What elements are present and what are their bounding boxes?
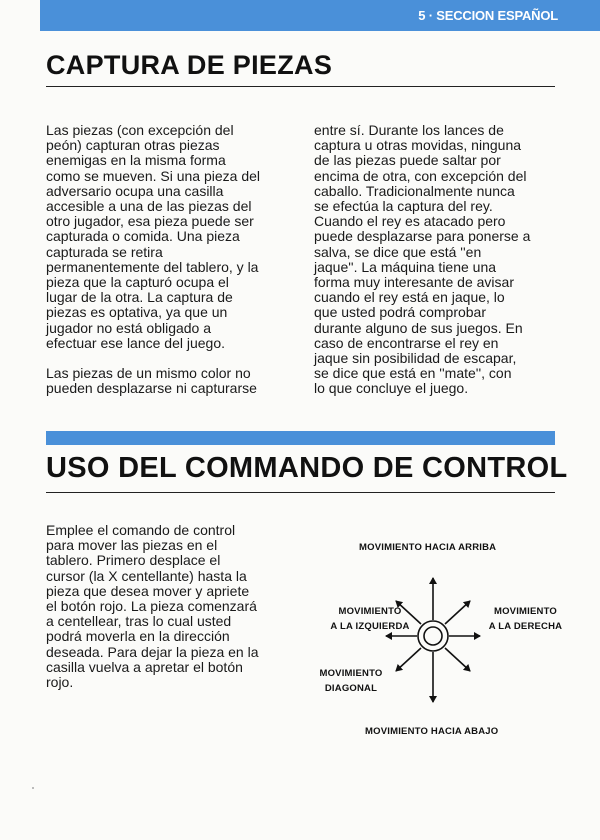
text-line: de las piezas puede saltar por (314, 152, 501, 169)
title-underline (46, 86, 555, 87)
joystick-outer-ring (418, 621, 448, 651)
joystick-inner-ring (424, 627, 442, 645)
text-line: puede desplazarse para ponerse a (314, 228, 531, 245)
text-line: rojo. (46, 674, 74, 691)
section-divider-band (46, 431, 555, 445)
uso-column (46, 523, 286, 690)
captura-right-column (314, 123, 556, 397)
text-line: que usted podrá comprobar (314, 304, 486, 321)
text-line: otro jugador, esa pieza puede ser (46, 213, 254, 230)
title-underline (46, 492, 555, 493)
uso-paragraph (46, 523, 286, 690)
text-line: casilla vuelva a apretar el botón (46, 658, 243, 675)
label-left-line-1: MOVIMIENTO (338, 606, 402, 617)
text-line: para mover las piezas en el (46, 537, 218, 554)
text-line: pieza que la capturó ocupa el (46, 274, 229, 291)
text-line: lo que concluye el juego. (314, 380, 469, 397)
text-line: Las piezas (con excepción del (46, 122, 234, 138)
text-line: cursor (la X centellante) hasta la (46, 567, 247, 584)
text-line: lugar de la otra. La captura de (46, 289, 233, 306)
text-line: a centellear, tras lo cual usted (46, 613, 232, 630)
text-line: capturada se retira (46, 243, 163, 260)
print-speck (32, 787, 34, 789)
label-right-line-2: A LA DERECHA (488, 621, 563, 632)
text-line: podrá moverla en la dirección (46, 628, 230, 645)
arrow-down-right-icon (445, 648, 470, 671)
text-line: piezas es optativa, ya que un (46, 304, 228, 321)
label-right-line-1: MOVIMIENTO (493, 606, 558, 617)
text-line: accesible a una de las piezas del (46, 198, 252, 215)
text-line: cuando el rey está en jaque, lo (314, 289, 505, 306)
captura-paragraph-3 (314, 123, 556, 397)
text-line: pueden desplazarse ni capturarse (46, 380, 257, 397)
text-line: jaque sin posibilidad de escapar, (314, 350, 517, 367)
captura-paragraph-1 (46, 123, 286, 351)
text-line: Cuando el rey es atacado pero (314, 213, 506, 230)
text-line: caso de encontrarse el rey en (314, 334, 499, 351)
text-line: jaque''. La máquina tiene una (314, 258, 497, 275)
arrow-up-right-icon (445, 601, 470, 624)
section-title-uso: USO DEL COMMANDO DE CONTROL (46, 452, 568, 484)
arrow-up-left-icon (396, 601, 421, 624)
text-line: encima de otra, con excepción del (314, 167, 527, 184)
text-line: durante alguno de sus juegos. En (314, 319, 523, 336)
label-down: MOVIMIENTO HACIA ABAJO (365, 726, 499, 737)
label-up: MOVIMIENTO HACIA ARRIBA (359, 542, 497, 553)
text-line: Las piezas de un mismo color no (46, 365, 251, 382)
section-header-label: 5 · SECCION ESPAÑOL (418, 8, 558, 23)
direction-arrows (290, 530, 590, 750)
header-bar (40, 0, 600, 31)
label-diagonal-line-2: DIAGONAL (324, 683, 378, 694)
captura-paragraph-2 (46, 366, 286, 396)
text-line: entre sí. Durante los lances de (314, 122, 504, 138)
text-line: captura u otras movidas, ninguna (314, 137, 522, 154)
text-line: enemigas en la misma forma (46, 152, 226, 169)
captura-left-column (46, 123, 286, 396)
text-line: tablero. Primero desplace el (46, 552, 221, 569)
label-left-line-2: A LA IZQUIERDA (330, 621, 410, 632)
text-line: caballo. Tradicionalmente nunca (314, 182, 515, 199)
text-line: capturada o comida. Una pieza (46, 228, 240, 245)
text-line: se dice que está en ''mate'', con (314, 365, 512, 382)
text-line: salva, se dice que está ''en (314, 243, 482, 260)
text-line: deseada. Para dejar la pieza en la (46, 643, 259, 660)
text-line: como se mueven. Si una pieza del (46, 167, 261, 184)
section-title-captura: CAPTURA DE PIEZAS (46, 50, 333, 80)
text-line: se efectúa la captura del rey. (314, 198, 493, 215)
text-line: permanentemente del tablero, y la (46, 258, 259, 275)
text-line: el botón rojo. La pieza comenzará (46, 598, 257, 615)
text-line: pieza que desea mover y apriete (46, 582, 250, 599)
label-diagonal-line-1: MOVIMIENTO (319, 668, 383, 679)
text-line: Emplee el comando de control (46, 522, 236, 538)
text-line: jugador no está obligado a (46, 319, 212, 336)
arrow-down-left-icon (396, 648, 421, 671)
text-line: forma muy interesante de avisar (314, 274, 514, 291)
joystick-direction-diagram (290, 530, 590, 750)
text-line: adversario ocupa una casilla (46, 182, 224, 199)
text-line: peón) capturan otras piezas (46, 137, 220, 154)
text-line: efectuar ese lance del juego. (46, 334, 226, 351)
